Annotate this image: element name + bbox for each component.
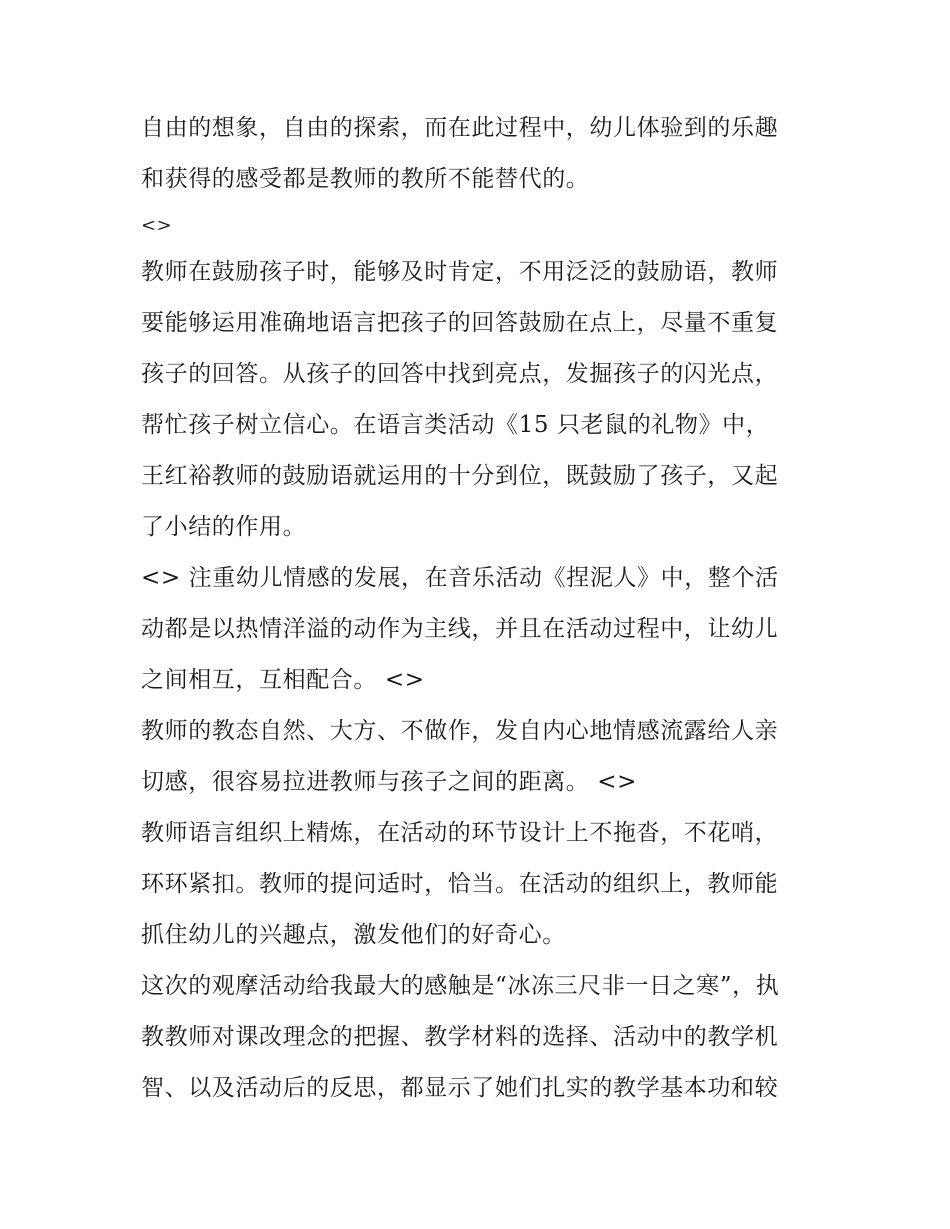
text-line: 智、以及活动后的反思，都显示了她们扎实的教学基本功和较 bbox=[141, 1075, 779, 1101]
text-line: 自由的想象，自由的探索，而在此过程中，幼儿体验到的乐趣 bbox=[141, 115, 779, 141]
text-line: 要能够运用准确地语言把孩子的回答鼓励在点上，尽量不重复 bbox=[141, 310, 779, 336]
text-line: 动都是以热情洋溢的动作为主线，并且在活动过程中，让幼儿 bbox=[141, 616, 779, 642]
text-line: 教教师对课改理念的把握、教学材料的选择、活动中的教学机 bbox=[141, 1024, 779, 1050]
text-line: 和获得的感受都是教师的教所不能替代的。 bbox=[141, 166, 590, 192]
text-line: 抓住幼儿的兴趣点，激发他们的好奇心。 bbox=[141, 922, 566, 948]
text-line: 王红裕教师的鼓励语就运用的十分到位，既鼓励了孩子，又起 bbox=[141, 463, 779, 489]
text-line: <> 注重幼儿情感的发展，在音乐活动《捏泥人》中，整个活 bbox=[141, 565, 779, 591]
text-line: 环环紧扣。教师的提问适时，恰当。在活动的组织上，教师能 bbox=[141, 871, 779, 897]
text-line: 教师语言组织上精炼，在活动的环节设计上不拖沓，不花哨， bbox=[141, 820, 779, 846]
text-line: 之间相互，互相配合。 <> bbox=[141, 667, 425, 693]
text-line: 教师在鼓励孩子时，能够及时肯定，不用泛泛的鼓励语，教师 bbox=[141, 259, 779, 285]
text-line: <> bbox=[141, 215, 173, 236]
text-line: 帮忙孩子树立信心。在语言类活动《15 只老鼠的礼物》中， bbox=[141, 412, 770, 438]
text-line: 孩子的回答。从孩子的回答中找到亮点，发掘孩子的闪光点， bbox=[141, 361, 779, 387]
document-body bbox=[141, 103, 821, 1114]
text-line: 切感，很容易拉进教师与孩子之间的距离。 <> bbox=[141, 769, 638, 795]
text-line: 这次的观摩活动给我最大的感触是“冰冻三尺非一日之寒”，执 bbox=[141, 973, 780, 999]
text-line: 了小结的作用。 bbox=[141, 514, 307, 540]
text-line: 教师的教态自然、大方、不做作，发自内心地情感流露给人亲 bbox=[141, 718, 779, 744]
